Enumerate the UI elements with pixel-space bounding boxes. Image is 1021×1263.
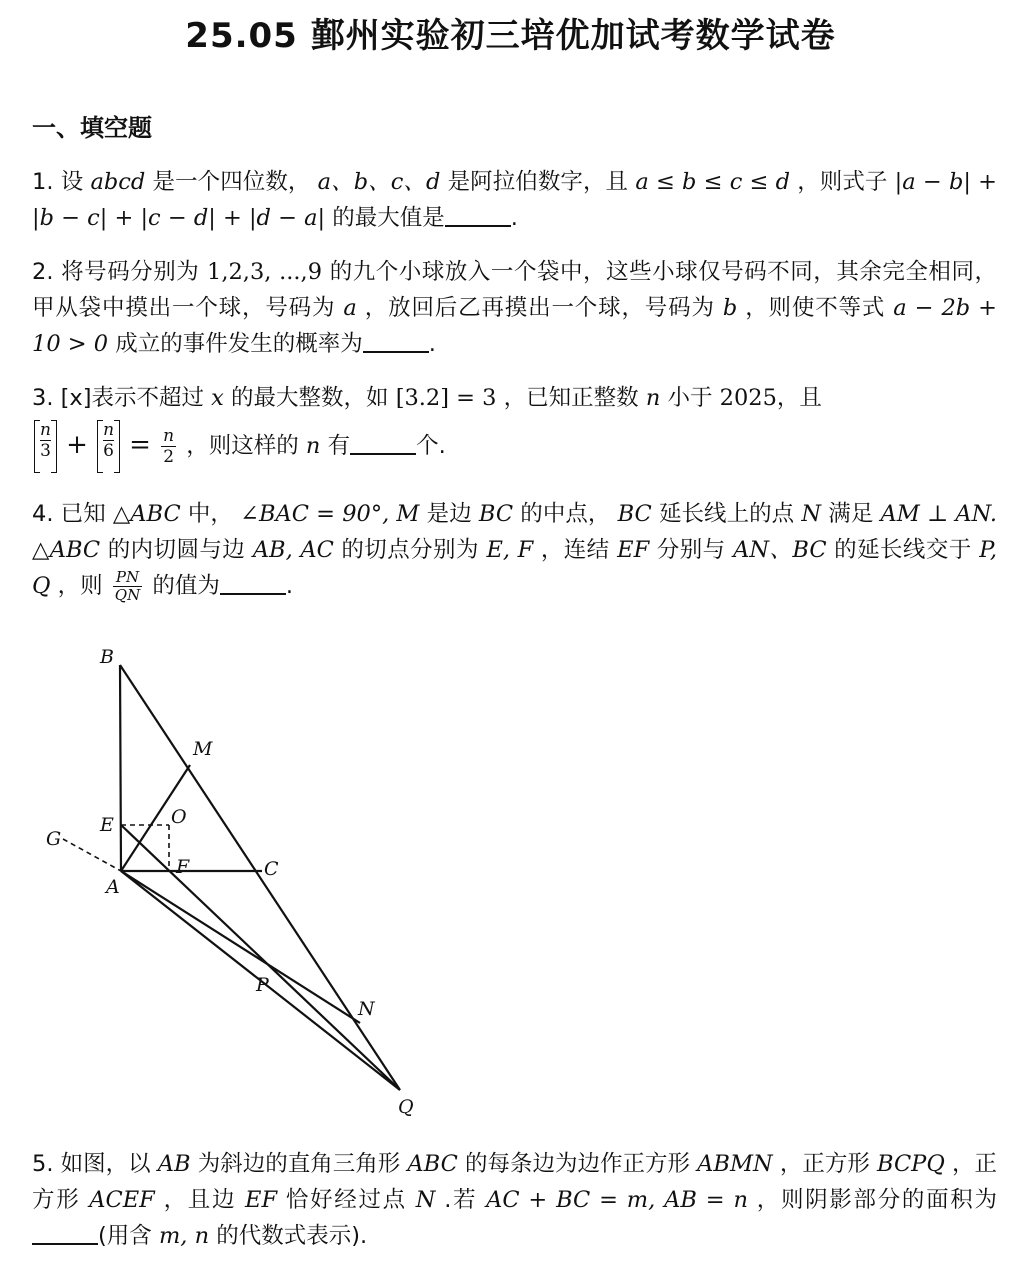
segment-EQ	[121, 825, 400, 1090]
q5-number: 5.	[32, 1151, 54, 1177]
q3-number: 3.	[32, 385, 54, 411]
label-N: N	[358, 998, 375, 1020]
q4-math: BC	[478, 501, 514, 527]
q4-text: ，连结	[540, 537, 610, 563]
q5-text: ，正方形	[32, 1151, 997, 1213]
q3-text: 小于	[667, 385, 713, 411]
q4-text: 的值为	[152, 573, 220, 599]
q5-text: .若	[444, 1187, 478, 1213]
label-M: M	[193, 738, 213, 760]
q4-text: .	[285, 573, 294, 599]
label-E: E	[100, 814, 114, 836]
geometry-figure	[30, 635, 490, 1125]
frac-den: 3	[40, 441, 51, 461]
q2-text: .	[428, 331, 436, 357]
q4-number: 4.	[32, 501, 54, 527]
q2-math: a	[343, 295, 357, 321]
q3-math: 2025	[719, 385, 777, 411]
q5-math: ABC	[407, 1151, 458, 1177]
q3-text: ，且	[776, 385, 822, 411]
label-A: A	[106, 876, 120, 898]
answer-blank	[350, 431, 416, 455]
answer-blank	[445, 203, 511, 227]
q3-text: [x]表示不超过	[60, 385, 204, 411]
q4-text: 满足	[828, 501, 874, 527]
q4-text: 的内切圆与边	[107, 537, 246, 563]
q3-text: ，则这样的	[186, 433, 299, 459]
q2-math: a − 2b + 10 > 0	[32, 295, 998, 357]
question-3-line2	[32, 420, 997, 473]
label-F: F	[176, 856, 190, 878]
q5-text: ，则阴影部分的面积为	[756, 1187, 997, 1213]
segment-BA	[120, 665, 121, 871]
q1-number: 1.	[32, 169, 54, 195]
question-1	[32, 164, 997, 236]
q2-text: ，放回后乙再摸出一个球，号码为	[364, 295, 715, 321]
frac-num: n	[163, 426, 175, 446]
frac-den: QN	[114, 586, 141, 604]
answer-blank	[32, 1221, 98, 1245]
q4-math: N	[801, 501, 822, 527]
label-O: O	[171, 806, 187, 828]
q2-text: 的九个小球放入一个袋中，这些小球仅号码不同，其余完全相同，甲从袋中摸出一个球，号码为	[32, 259, 997, 321]
label-Q: Q	[398, 1096, 414, 1118]
q5-math: AB	[157, 1151, 191, 1177]
q1-math: |a − b| + |b − c| + |c − d| + |d − a|	[32, 169, 997, 231]
q1-math: a ≤ b ≤ c ≤ d	[635, 169, 790, 195]
q2-math: b	[722, 295, 738, 321]
frac-den: 2	[163, 447, 175, 467]
q4-math: ∠BAC = 90°, M	[240, 501, 420, 527]
question-2	[32, 254, 997, 362]
q1-text: 是阿拉伯数字，且	[447, 169, 629, 195]
q5-math: EF	[245, 1187, 278, 1213]
frac-num: n	[103, 420, 115, 440]
segment-AN	[121, 871, 360, 1023]
segment-BQ	[120, 665, 400, 1090]
q2-text: 将号码分别为	[61, 259, 200, 285]
page-title: 25.05 鄞州实验初三培优加试考数学试卷	[185, 16, 836, 56]
q4-text: 的中点，	[520, 501, 611, 527]
dashed-GA	[63, 839, 121, 871]
q5-text: 如图，以	[60, 1151, 151, 1177]
frac-num: n	[40, 420, 51, 440]
q4-math: E, F	[486, 537, 534, 563]
q1-text: .	[510, 205, 518, 231]
q3-text: 有	[327, 433, 351, 459]
q4-math: P, Q	[32, 537, 997, 599]
q1-text: 的最大值是	[332, 205, 445, 231]
label-B: B	[100, 646, 114, 668]
q3-math: =	[129, 430, 151, 460]
q3-text: 的最大整数，如	[231, 385, 389, 411]
q1-text: ，则式子	[797, 169, 888, 195]
q1-text: 设	[60, 169, 84, 195]
q4-math: △ABC	[32, 537, 101, 563]
answer-blank	[363, 329, 429, 353]
q5-math: BCPQ	[877, 1151, 945, 1177]
q5-math: ACEF	[89, 1187, 155, 1213]
q4-math: △ABC	[112, 501, 181, 527]
floor-fraction	[97, 420, 120, 473]
frac-num: PN	[113, 569, 142, 587]
q4-text: 延长线上的点	[658, 501, 795, 527]
q3-math: [3.2] = 3	[395, 385, 497, 411]
fraction	[161, 426, 176, 467]
q4-text: 的切点分别为	[341, 537, 479, 563]
question-4	[32, 496, 997, 604]
q5-math: AC + BC = m, AB = n	[486, 1187, 748, 1213]
q5-text: 的代数式表示).	[216, 1223, 368, 1249]
q3-math: n	[305, 433, 321, 459]
label-C: C	[264, 858, 279, 880]
q3-math: +	[66, 430, 88, 460]
section-heading: 一、填空题	[32, 114, 152, 142]
q4-text: 分别与	[656, 537, 726, 563]
q2-text: ，则使不等式	[745, 295, 886, 321]
answer-blank	[220, 571, 286, 595]
q4-math: AM ⊥ AN.	[880, 501, 997, 527]
q5-text: ，且边	[163, 1187, 237, 1213]
q5-text: 为斜边的直角三角形	[197, 1151, 401, 1177]
q4-math: AN、BC	[733, 537, 827, 563]
label-G: G	[46, 828, 62, 850]
fraction	[113, 569, 142, 604]
q1-math: abcd	[90, 169, 146, 195]
q5-math: N	[415, 1187, 436, 1213]
q4-math: EF	[617, 537, 650, 563]
q4-text: 是边	[426, 501, 472, 527]
q5-math: m, n	[158, 1223, 210, 1249]
q4-text: 的延长线交于	[834, 537, 972, 563]
q3-text: ，已知正整数	[503, 385, 639, 411]
q4-text: ，则	[57, 573, 103, 599]
q2-number: 2.	[32, 259, 54, 285]
q4-text: 已知	[60, 501, 106, 527]
label-P: P	[256, 974, 269, 996]
q5-text: ，正方形	[779, 1151, 870, 1177]
q3-math: n	[645, 385, 661, 411]
q5-math: ABMN	[697, 1151, 773, 1177]
q5-text: 恰好经过点	[285, 1187, 407, 1213]
q5-text: 的每条边为边作正方形	[465, 1151, 691, 1177]
q5-text: (用含	[98, 1223, 152, 1249]
q1-text: 是一个四位数，	[152, 169, 311, 195]
q1-math: a、b、c、d	[317, 169, 441, 195]
q3-text: 个.	[416, 433, 446, 459]
floor-fraction	[34, 420, 57, 473]
question-3	[32, 380, 997, 416]
q2-math: 1,2,3, ...,9	[207, 259, 323, 285]
q3-math: x	[211, 385, 224, 411]
q2-text: 成立的事件发生的概率为	[115, 331, 363, 357]
q4-math: AB, AC	[252, 537, 334, 563]
question-5	[32, 1146, 997, 1254]
q4-text: 中，	[187, 501, 233, 527]
q4-math: BC	[617, 501, 652, 527]
frac-den: 6	[103, 441, 114, 461]
